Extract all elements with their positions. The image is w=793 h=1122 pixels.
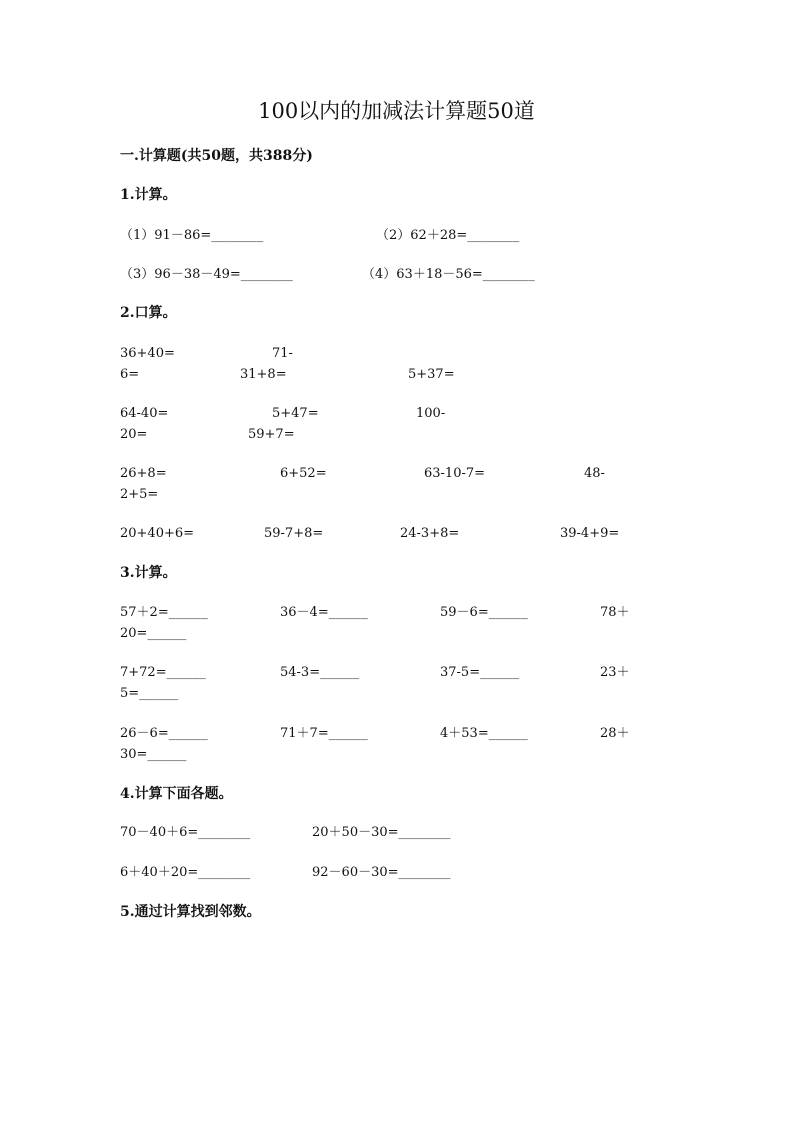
q3-item: 78＋ bbox=[600, 605, 630, 620]
q3-item: 26－6=______ bbox=[120, 726, 208, 741]
q2-item: 36+40= bbox=[120, 346, 175, 361]
question-5-heading: 5.通过计算找到邻数。 bbox=[120, 904, 261, 920]
q2-item: 5+47= bbox=[272, 406, 319, 421]
q2-item: 71- bbox=[272, 346, 293, 361]
question-2-heading: 2.口算。 bbox=[120, 305, 177, 321]
q2-item: 59+7= bbox=[248, 427, 295, 442]
q2-item: 26+8= bbox=[120, 466, 167, 481]
q3-item: 37-5=______ bbox=[440, 665, 520, 680]
q2-item: 63-10-7= bbox=[424, 466, 486, 481]
q3-item: 54-3=______ bbox=[280, 665, 360, 680]
q2-item: 5+37= bbox=[408, 367, 455, 382]
q2-item: 2+5= bbox=[120, 487, 159, 502]
q3-item: 57＋2=______ bbox=[120, 605, 208, 620]
q3-item: 20=______ bbox=[120, 626, 187, 641]
q4-item: 20＋50－30=________ bbox=[312, 825, 451, 840]
page-title: 100以内的加减法计算题50道 bbox=[258, 99, 535, 123]
q2-item: 20= bbox=[120, 427, 148, 442]
q2-item: 31+8= bbox=[240, 367, 287, 382]
q2-item: 59-7+8= bbox=[264, 526, 324, 541]
q1-item: （3）96－38－49=________ bbox=[120, 267, 293, 282]
q1-item: （2）62＋28=________ bbox=[376, 228, 520, 243]
q1-item: （4）63＋18－56=________ bbox=[362, 267, 535, 282]
q3-item: 7+72=______ bbox=[120, 665, 206, 680]
q3-item: 23＋ bbox=[600, 665, 630, 680]
q3-item: 71＋7=______ bbox=[280, 726, 368, 741]
q3-item: 30=______ bbox=[120, 747, 187, 762]
question-1-heading: 1.计算。 bbox=[120, 187, 177, 203]
q3-item: 28＋ bbox=[600, 726, 630, 741]
q2-item: 20+40+6= bbox=[120, 526, 195, 541]
q1-item: （1）91－86=________ bbox=[120, 228, 264, 243]
q2-item: 39-4+9= bbox=[560, 526, 620, 541]
q3-item: 4＋53=______ bbox=[440, 726, 528, 741]
question-4-heading: 4.计算下面各题。 bbox=[120, 786, 233, 802]
q3-item: 5=______ bbox=[120, 686, 179, 701]
section-heading: 一.计算题(共50题，共388分) bbox=[120, 148, 313, 164]
q4-item: 92－60－30=________ bbox=[312, 865, 451, 880]
q3-item: 59－6=______ bbox=[440, 605, 528, 620]
q2-item: 6= bbox=[120, 367, 140, 382]
q2-item: 24-3+8= bbox=[400, 526, 460, 541]
q2-item: 48- bbox=[584, 466, 605, 481]
q3-item: 36－4=______ bbox=[280, 605, 368, 620]
q4-item: 6＋40＋20=________ bbox=[120, 865, 251, 880]
q2-item: 100- bbox=[416, 406, 446, 421]
q4-item: 70－40＋6=________ bbox=[120, 825, 251, 840]
q2-item: 6+52= bbox=[280, 466, 327, 481]
q2-item: 64-40= bbox=[120, 406, 169, 421]
question-3-heading: 3.计算。 bbox=[120, 565, 177, 581]
